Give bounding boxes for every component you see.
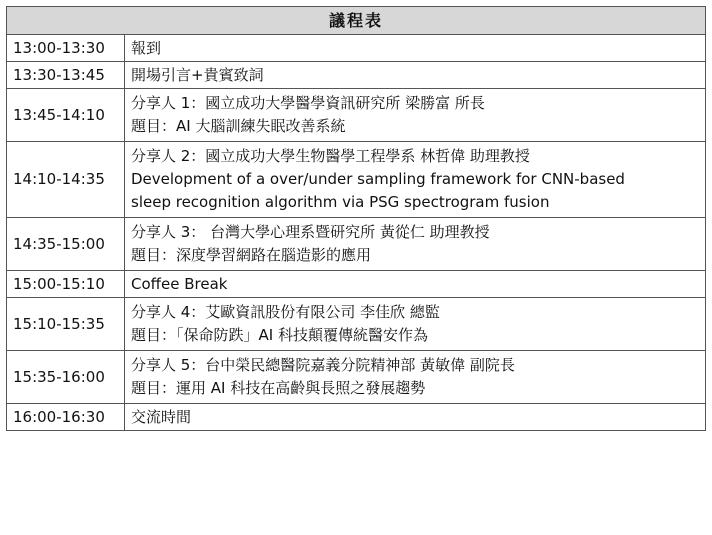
session-content: [125, 89, 706, 142]
speaker-line: 分享人 5：台中榮民總醫院嘉義分院精神部 黃敏偉 副院長: [131, 356, 515, 374]
time-slot: 15:35-16:00: [7, 351, 125, 404]
agenda-title: 議程表: [7, 7, 706, 35]
session-content: [125, 404, 706, 431]
table-row: [7, 35, 706, 62]
topic-line: 題目：運用 AI 科技在高齡與長照之發展趨勢: [131, 379, 426, 397]
session-content: [125, 218, 706, 271]
session-content: [125, 298, 706, 351]
table-row: [7, 142, 706, 218]
table-row: [7, 351, 706, 404]
session-line: 報到: [131, 38, 162, 57]
table-row: [7, 89, 706, 142]
time-slot: 15:10-15:35: [7, 298, 125, 351]
speaker-line: 分享人 1：國立成功大學醫學資訊研究所 梁勝富 所長: [131, 94, 485, 112]
speaker-line: 分享人 4：艾歐資訊股份有限公司 李佳欣 總監: [131, 303, 440, 321]
time-slot: 16:00-16:30: [7, 404, 125, 431]
time-slot: 14:10-14:35: [7, 142, 125, 218]
session-content: [125, 35, 706, 62]
topic-line: 題目：AI 大腦訓練失眠改善系統: [131, 117, 346, 135]
table-row: [7, 271, 706, 298]
speaker-line: 分享人 2：國立成功大學生物醫學工程學系 林哲偉 助理教授: [131, 147, 530, 165]
table-row: [7, 218, 706, 271]
session-line: Coffee Break: [131, 274, 228, 293]
time-slot: 13:30-13:45: [7, 62, 125, 89]
session-content: [125, 62, 706, 89]
speaker-line: 分享人 3： 台灣大學心理系暨研究所 黃從仁 助理教授: [131, 223, 490, 241]
session-content: [125, 351, 706, 404]
topic-line: Development of a over/under sampling framework for CNN-based: [131, 170, 625, 188]
time-slot: 13:00-13:30: [7, 35, 125, 62]
table-row: [7, 62, 706, 89]
topic-line: 題目：「保命防跌」AI 科技顛覆傳統醫安作為: [131, 326, 428, 344]
agenda-table: [6, 6, 706, 431]
table-row: [7, 298, 706, 351]
agenda-body: [7, 35, 706, 431]
session-content: [125, 271, 706, 298]
time-slot: 15:00-15:10: [7, 271, 125, 298]
session-content: [125, 142, 706, 218]
time-slot: 14:35-15:00: [7, 218, 125, 271]
time-slot: 13:45-14:10: [7, 89, 125, 142]
topic-line: 題目：深度學習網路在腦造影的應用: [131, 246, 372, 264]
session-line: 交流時間: [131, 407, 192, 426]
table-row: [7, 404, 706, 431]
session-line: 開場引言+貴賓致詞: [131, 65, 264, 84]
topic-line: sleep recognition algorithm via PSG spectrogram fusion: [131, 193, 550, 211]
